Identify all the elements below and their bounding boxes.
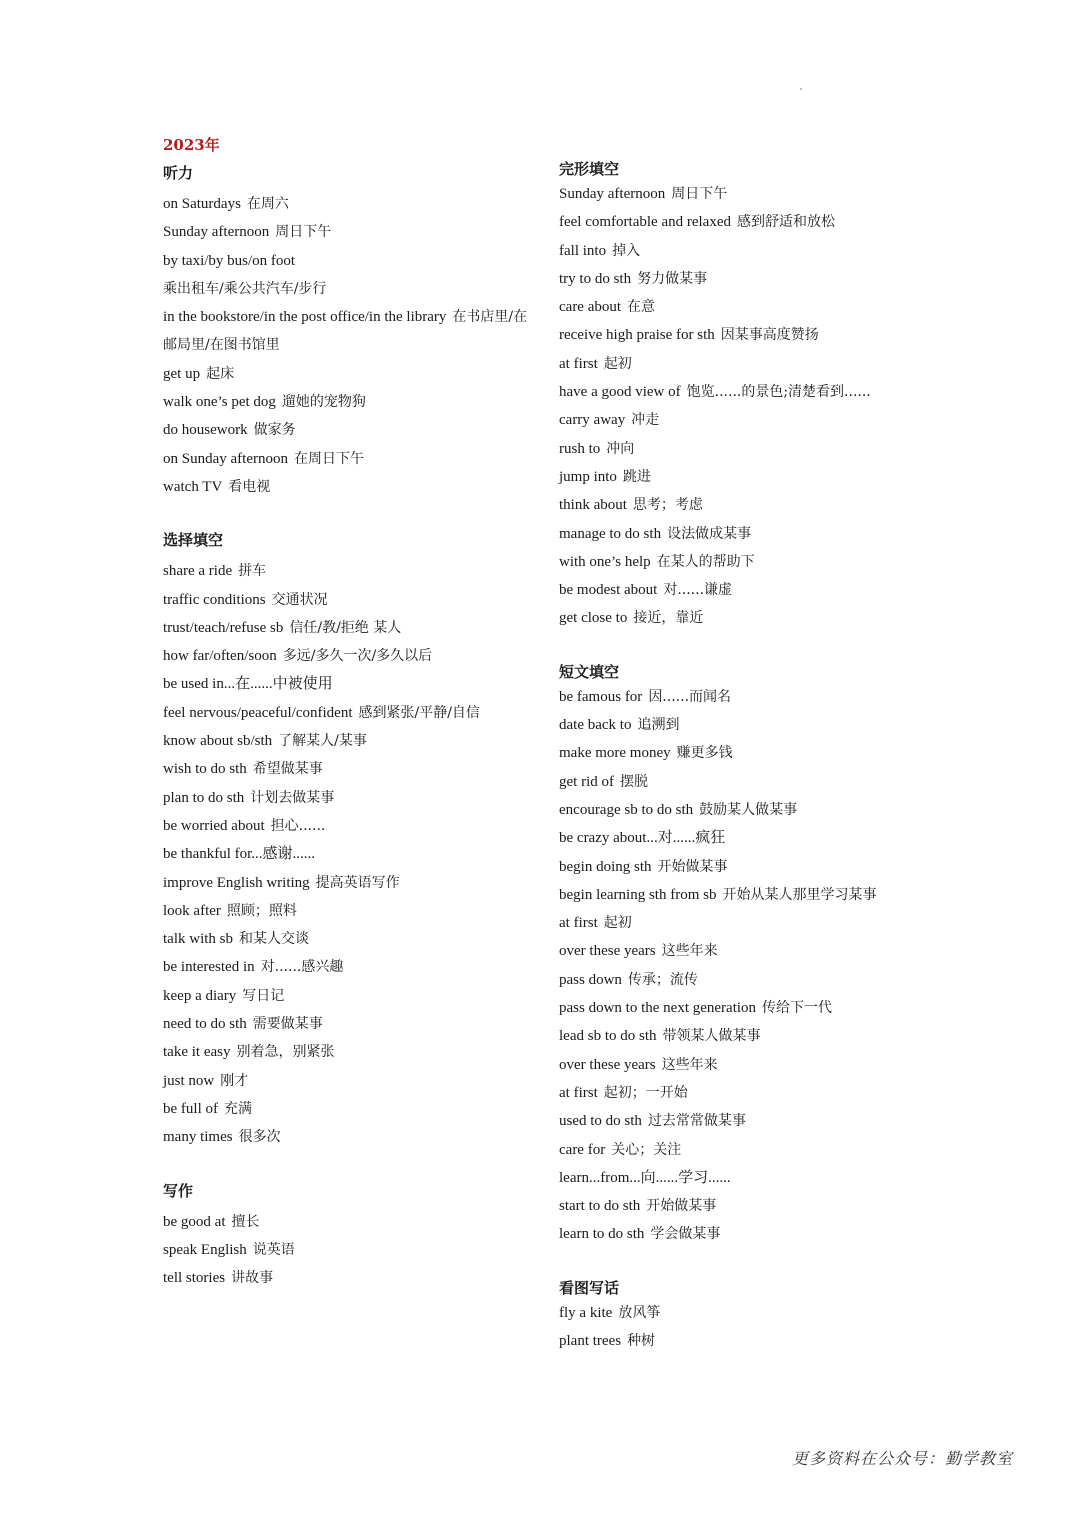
vocab-entry bbox=[559, 1022, 939, 1050]
entry-english: get close to bbox=[559, 610, 628, 627]
vocab-entry bbox=[163, 586, 533, 614]
entry-english: lead sb to do sth bbox=[559, 1028, 657, 1045]
entry-chinese: 对......谦虚 bbox=[663, 582, 733, 599]
entry-english: think about bbox=[559, 497, 627, 514]
entry-chinese: 在周六 bbox=[246, 196, 289, 212]
entry-english: rush to bbox=[559, 440, 601, 457]
entry-english: try to do sth bbox=[559, 270, 632, 287]
entry-english: be good at bbox=[163, 1213, 226, 1230]
vocab-entry bbox=[559, 796, 939, 824]
section-title: 完形填空 bbox=[559, 160, 620, 178]
vocab-entry bbox=[163, 642, 533, 670]
vocab-entry bbox=[163, 388, 533, 416]
vocab-entry bbox=[163, 869, 533, 897]
vocab-entry bbox=[559, 406, 939, 434]
entry-english: be used in...在......中被使用 bbox=[163, 676, 333, 693]
entry-english: by taxi/by bus/on foot bbox=[163, 252, 296, 269]
vocab-entry bbox=[163, 699, 533, 727]
entry-english: care about bbox=[559, 299, 622, 316]
entry-chinese: 刚才 bbox=[220, 1072, 249, 1089]
entry-english: get up bbox=[163, 365, 201, 382]
entry-chinese: 传给下一代 bbox=[762, 1000, 833, 1017]
vocab-entry bbox=[163, 897, 533, 925]
entry-chinese: 照顾；照料 bbox=[226, 902, 297, 919]
vocab-entry bbox=[559, 491, 939, 519]
vocab-entry bbox=[163, 727, 533, 755]
right-column bbox=[559, 158, 939, 1355]
vocab-entry bbox=[559, 520, 939, 548]
vocab-entry bbox=[163, 473, 533, 501]
entry-chinese: 很多次 bbox=[238, 1129, 281, 1146]
entry-chinese: 设法做成某事 bbox=[667, 525, 752, 542]
entry-chinese: 掉入 bbox=[612, 242, 641, 259]
vocab-entry bbox=[559, 604, 939, 632]
vocab-entry bbox=[559, 1299, 939, 1327]
entry-english: over these years bbox=[559, 1056, 656, 1073]
vocab-entry bbox=[559, 293, 939, 321]
vocab-entry bbox=[163, 1010, 533, 1038]
entry-chinese: 努力做某事 bbox=[637, 270, 708, 287]
entry-chinese: 冲走 bbox=[631, 412, 660, 429]
vocab-entry bbox=[559, 378, 939, 406]
entry-chinese: 交通状况 bbox=[271, 591, 328, 608]
vocab-entry bbox=[163, 557, 533, 585]
entry-english: Sunday afternoon bbox=[559, 186, 666, 202]
vocab-entry bbox=[559, 768, 939, 796]
vocab-entry bbox=[559, 435, 939, 463]
vocab-entry bbox=[559, 683, 939, 711]
entry-chinese: 过去常常做某事 bbox=[647, 1113, 746, 1130]
year-heading: 2023年 bbox=[163, 136, 220, 154]
entry-english: traffic conditions bbox=[163, 591, 266, 608]
entry-chinese: 开始做某事 bbox=[657, 858, 728, 875]
entry-chinese: 讲故事 bbox=[231, 1270, 274, 1287]
entry-english: look after bbox=[163, 902, 221, 919]
vocab-entry bbox=[163, 218, 533, 246]
entry-english: care for bbox=[559, 1141, 606, 1158]
entry-chinese: 起床 bbox=[206, 365, 235, 382]
entry-english: talk with sb bbox=[163, 931, 233, 948]
entry-chinese: 学会做某事 bbox=[650, 1226, 721, 1243]
vocab-entry bbox=[559, 909, 939, 937]
vocab-entry bbox=[559, 321, 939, 349]
entry-chinese: 说英语 bbox=[252, 1241, 295, 1258]
entry-english: keep a diary bbox=[163, 987, 237, 1004]
vocab-entry bbox=[163, 982, 533, 1010]
entry-english: speak English bbox=[163, 1241, 247, 1258]
entry-chinese: 擅长 bbox=[231, 1213, 260, 1230]
entry-english: at first bbox=[559, 1084, 598, 1101]
vocab-entry bbox=[163, 784, 533, 812]
vocab-entry bbox=[163, 755, 533, 783]
entry-chinese: 需要做某事 bbox=[252, 1016, 323, 1033]
entry-english: begin doing sth bbox=[559, 858, 652, 875]
entry-english: share a ride bbox=[163, 563, 233, 580]
vocab-entry bbox=[163, 247, 533, 275]
entry-english: at first bbox=[559, 915, 598, 932]
entry-english: be worried about bbox=[163, 817, 265, 834]
entry-english: have a good view of bbox=[559, 384, 681, 401]
entry-english: carry away bbox=[559, 412, 626, 429]
entry-english: fall into bbox=[559, 242, 607, 259]
left-sections bbox=[163, 162, 533, 1292]
entry-chinese: 带领某人做某事 bbox=[662, 1028, 761, 1045]
entry-chinese: 起初 bbox=[603, 355, 632, 372]
entry-chinese: 拼车 bbox=[238, 563, 267, 580]
entry-chinese: 放风筝 bbox=[618, 1304, 661, 1321]
vocab-entry bbox=[559, 576, 939, 604]
entry-english: just now bbox=[163, 1072, 215, 1089]
entry-chinese: 写日记 bbox=[242, 987, 285, 1004]
vocab-entry bbox=[163, 1095, 533, 1123]
vocab-entry bbox=[163, 1038, 533, 1066]
vocab-entry bbox=[559, 1220, 939, 1248]
entry-chinese: 周日下午 bbox=[275, 224, 332, 241]
vocab-entry bbox=[163, 1067, 533, 1095]
entry-english: learn to do sth bbox=[559, 1226, 645, 1243]
entry-english: feel nervous/peaceful/confident bbox=[163, 704, 353, 721]
vocab-entry bbox=[559, 994, 939, 1022]
left-column bbox=[163, 134, 533, 1292]
entry-chinese: 接近，靠近 bbox=[633, 610, 704, 627]
entry-chinese: 种树 bbox=[627, 1332, 656, 1349]
vocab-entry bbox=[559, 937, 939, 965]
entry-chinese: 冲向 bbox=[606, 440, 635, 457]
entry-chinese: 追溯到 bbox=[637, 717, 680, 734]
entry-english: begin learning sth from sb bbox=[559, 886, 717, 903]
entry-english: feel comfortable and relaxed bbox=[559, 214, 731, 231]
entry-chinese: 别着急，别紧张 bbox=[236, 1044, 335, 1061]
entry-english: be thankful for...感谢...... bbox=[163, 846, 316, 863]
entry-english: take it easy bbox=[163, 1044, 231, 1061]
entry-chinese: 因某事高度赞扬 bbox=[720, 327, 819, 344]
entry-chinese: 希望做某事 bbox=[252, 761, 323, 778]
entry-chinese: 开始做某事 bbox=[646, 1198, 717, 1215]
entry-chinese: 鼓励某人做某事 bbox=[699, 801, 798, 818]
section-title: 写作 bbox=[163, 1181, 194, 1200]
entry-english: encourage sb to do sth bbox=[559, 801, 694, 818]
entry-chinese: 周日下午 bbox=[671, 186, 728, 202]
entry-chinese: 这些年来 bbox=[661, 943, 718, 960]
entry-chinese: 赚更多钱 bbox=[676, 745, 733, 762]
vocab-entry bbox=[559, 350, 939, 378]
entry-chinese: 饱览......的景色;清楚看到...... bbox=[686, 384, 871, 401]
entry-chinese: 计划去做某事 bbox=[250, 789, 335, 806]
entry-chinese: 充满 bbox=[223, 1100, 252, 1117]
entry-english: be modest about bbox=[559, 582, 658, 599]
vocab-entry bbox=[163, 925, 533, 953]
footer-note: 更多资料在公众号：勤学教室 bbox=[792, 1449, 1014, 1468]
entry-english: watch TV bbox=[163, 478, 223, 495]
entry-chinese: 思考；考虑 bbox=[632, 497, 703, 514]
vocab-entry bbox=[559, 1327, 939, 1355]
vocab-entry bbox=[559, 853, 939, 881]
entry-english: how far/often/soon bbox=[163, 648, 277, 665]
entry-chinese: 这些年来 bbox=[661, 1056, 718, 1073]
vocab-entry bbox=[559, 1164, 939, 1192]
vocab-entry bbox=[163, 360, 533, 388]
vocab-entry bbox=[163, 953, 533, 981]
vocab-entry bbox=[559, 739, 939, 767]
entry-english: plan to do sth bbox=[163, 789, 245, 806]
entry-english: pass down bbox=[559, 971, 622, 988]
entry-english: learn...from...向......学习...... bbox=[559, 1169, 731, 1186]
vocab-entry bbox=[163, 275, 533, 303]
right-sections bbox=[559, 158, 939, 1355]
vocab-entry bbox=[163, 1264, 533, 1292]
entry-chinese: 起初 bbox=[603, 915, 632, 932]
section-title: 选择填空 bbox=[163, 531, 224, 550]
entry-english: be interested in bbox=[163, 959, 255, 976]
entry-chinese: 做家务 bbox=[253, 422, 296, 439]
vocab-entry bbox=[559, 548, 939, 576]
entry-chinese: 和某人交谈 bbox=[239, 931, 309, 948]
entry-english: improve English writing bbox=[163, 874, 310, 891]
entry-chinese: 在书店里/在邮局里/在图书馆里 bbox=[163, 309, 528, 354]
vocab-entry bbox=[559, 881, 939, 909]
entry-english: used to do sth bbox=[559, 1113, 642, 1130]
section-title: 看图写话 bbox=[559, 1278, 620, 1297]
entry-chinese: 起初；一开始 bbox=[603, 1084, 688, 1101]
entry-english: need to do sth bbox=[163, 1016, 247, 1033]
vocab-entry bbox=[163, 840, 533, 868]
entry-chinese: 看电视 bbox=[228, 478, 271, 495]
entry-chinese: 传承；流传 bbox=[627, 971, 698, 988]
entry-english: on Saturdays bbox=[163, 196, 241, 212]
entry-chinese: 感到舒适和放松 bbox=[737, 214, 835, 231]
entry-english: be famous for bbox=[559, 688, 643, 705]
entry-chinese: 多远/多久一次/多久以后 bbox=[282, 648, 433, 665]
entry-english: trust/teach/refuse sb bbox=[163, 619, 284, 636]
entry-english: know about sb/sth bbox=[163, 733, 273, 750]
entry-chinese: 了解某人/某事 bbox=[278, 733, 367, 750]
vocab-entry bbox=[163, 1236, 533, 1264]
vocab-entry bbox=[559, 463, 939, 491]
vocab-entry bbox=[559, 1079, 939, 1107]
entry-english: many times bbox=[163, 1129, 233, 1146]
entry-english: manage to do sth bbox=[559, 525, 662, 542]
section-title: 短文填空 bbox=[559, 662, 620, 681]
vocab-entry bbox=[559, 237, 939, 265]
entry-chinese: 摆脱 bbox=[619, 773, 648, 790]
entry-chinese: 关心；关注 bbox=[611, 1141, 682, 1158]
vocab-entry bbox=[163, 445, 533, 473]
vocab-entry bbox=[559, 1136, 939, 1164]
entry-english: walk one’s pet dog bbox=[163, 394, 276, 411]
entry-chinese: 对......感兴趣 bbox=[260, 959, 344, 976]
entry-chinese: 提高英语写作 bbox=[315, 874, 400, 891]
entry-chinese: 跳进 bbox=[622, 468, 651, 485]
entry-english: with one’s help bbox=[559, 553, 651, 570]
entry-chinese: 感到紧张/平静/自信 bbox=[358, 704, 480, 721]
entry-english: receive high praise for sth bbox=[559, 327, 715, 344]
entry-english: Sunday afternoon bbox=[163, 224, 270, 241]
entry-english: in the bookstore/in the post office/in the library bbox=[163, 309, 447, 326]
entry-english: fly a kite bbox=[559, 1304, 613, 1321]
section-title: 听力 bbox=[163, 164, 194, 182]
entry-english: plant trees bbox=[559, 1332, 622, 1349]
entry-chinese: 担心...... bbox=[270, 817, 326, 834]
entry-english: be crazy about...对......疯狂 bbox=[559, 830, 726, 847]
entry-chinese: 信任/教/拒绝 某人 bbox=[289, 619, 402, 636]
vocab-entry bbox=[559, 1051, 939, 1079]
vocab-entry bbox=[163, 303, 533, 360]
entry-english: pass down to the next generation bbox=[559, 1000, 757, 1017]
entry-english: on Sunday afternoon bbox=[163, 450, 288, 467]
vocab-entry bbox=[163, 614, 533, 642]
entry-english: make more money bbox=[559, 745, 671, 762]
entry-english: tell stories bbox=[163, 1270, 226, 1287]
entry-chinese: 开始从某人那里学习某事 bbox=[722, 886, 877, 903]
vocab-entry bbox=[163, 812, 533, 840]
entry-english: wish to do sth bbox=[163, 761, 247, 778]
vocab-entry bbox=[559, 180, 939, 208]
vocab-entry bbox=[559, 208, 939, 236]
entry-english: date back to bbox=[559, 717, 632, 734]
vocab-entry bbox=[163, 1123, 533, 1151]
scan-speck bbox=[800, 88, 802, 90]
entry-english: at first bbox=[559, 355, 598, 372]
vocab-entry bbox=[163, 416, 533, 444]
entry-english: jump into bbox=[559, 468, 617, 485]
vocab-entry bbox=[163, 670, 533, 698]
vocab-entry bbox=[559, 711, 939, 739]
vocab-entry bbox=[559, 1192, 939, 1220]
entry-chinese: 在某人的帮助下 bbox=[656, 553, 755, 570]
entry-english: over these years bbox=[559, 943, 656, 960]
vocab-entry bbox=[559, 966, 939, 994]
entry-chinese: 在意 bbox=[627, 299, 656, 316]
entry-chinese: 在周日下午 bbox=[293, 450, 364, 467]
vocab-entry bbox=[559, 1107, 939, 1135]
vocab-entry bbox=[163, 190, 533, 218]
vocab-entry bbox=[559, 265, 939, 293]
entry-english: be full of bbox=[163, 1100, 218, 1117]
vocab-entry bbox=[163, 1208, 533, 1236]
vocab-entry bbox=[559, 824, 939, 852]
entry-english: do housework bbox=[163, 422, 248, 439]
entry-english: start to do sth bbox=[559, 1198, 641, 1215]
entry-english: get rid of bbox=[559, 773, 614, 790]
entry-chinese: 因......而闻名 bbox=[648, 688, 732, 705]
entry-chinese: 遛她的宠物狗 bbox=[281, 394, 366, 411]
entry-chinese: 乘出租车/乘公共汽车/步行 bbox=[163, 280, 327, 297]
